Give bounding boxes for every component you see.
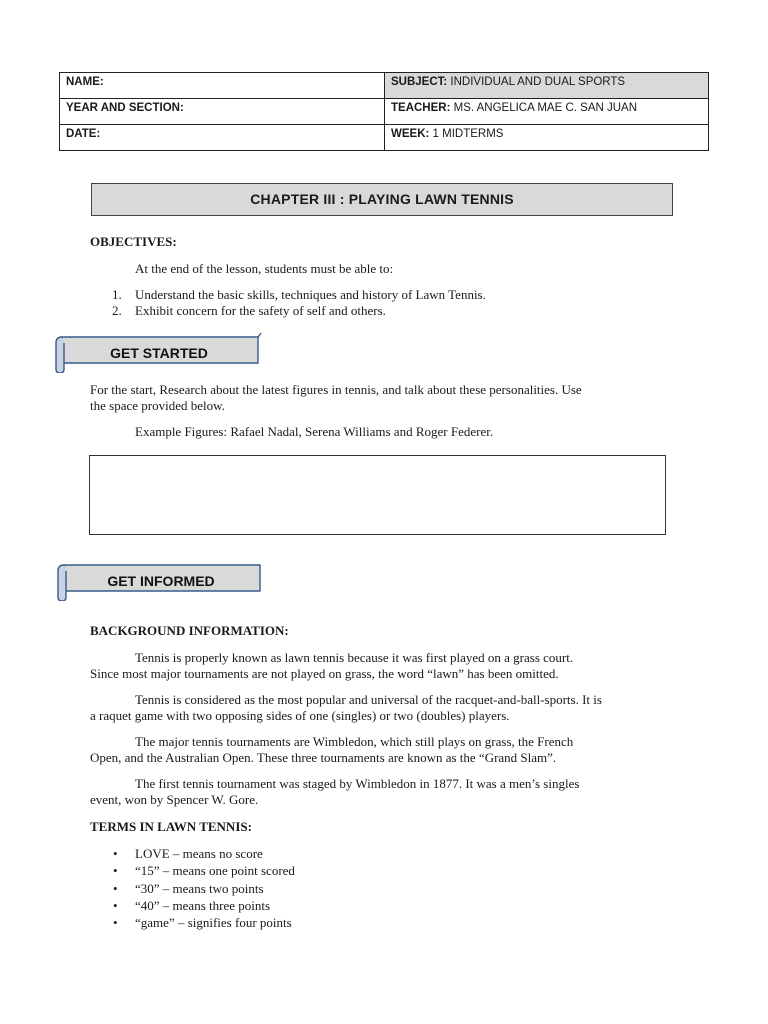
week-label: WEEK:: [391, 128, 430, 140]
name-cell[interactable]: [60, 73, 385, 99]
date-cell[interactable]: [60, 125, 385, 151]
objective-item-2-number: 2.: [112, 303, 122, 318]
teacher-value: MS. ANGELICA MAE C. SAN JUAN: [450, 102, 638, 114]
name-label: NAME:: [66, 76, 104, 88]
date-label: DATE:: [66, 128, 101, 140]
background-paragraph-4: [90, 776, 690, 808]
subject-cell: [385, 73, 709, 99]
answer-box[interactable]: [89, 455, 666, 535]
background-paragraph-1: [90, 650, 690, 682]
subject-label: SUBJECT:: [391, 76, 448, 88]
chapter-title: CHAPTER III : PLAYING LAWN TENNIS: [91, 183, 673, 216]
subject-value: INDIVIDUAL AND DUAL SPORTS: [447, 76, 626, 88]
objective-item-1: Understand the basic skills, techniques and history of Lawn Tennis.: [135, 287, 486, 302]
example-figures: Example Figures: Rafael Nadal, Serena Williams and Roger Federer.: [135, 424, 494, 439]
paragraph-line: Tennis is properly known as lawn tennis because it was first played on a grass court.: [135, 650, 574, 665]
list-item: • “15” – means one point scored: [90, 862, 295, 879]
paragraph-line: Tennis is considered as the most popular and universal of the racquet-and-ball-sports. It is: [135, 692, 602, 707]
objective-item-2: Exhibit concern for the safety of self and others.: [135, 303, 386, 318]
terms-list: [90, 845, 295, 931]
year-section-cell[interactable]: [60, 99, 385, 125]
list-item: • “game” – signifies four points: [90, 914, 295, 931]
get-started-instruction-line2: the space provided below.: [90, 398, 225, 413]
list-item: • “30” – means two points: [90, 880, 295, 897]
get-started-instruction-line1: For the start, Research about the latest figures in tennis, and talk about these personalities. Use: [90, 382, 582, 397]
background-heading: BACKGROUND INFORMATION:: [90, 623, 289, 638]
paragraph-line: a raquet game with two opposing sides of one (singles) or two (doubles) players.: [90, 708, 510, 723]
paragraph-line: The first tennis tournament was staged by Wimbledon in 1877. It was a men’s singles: [135, 776, 580, 791]
objectives-intro: At the end of the lesson, students must be able to:: [135, 261, 394, 276]
week-cell: [385, 125, 709, 151]
get-started-label: GET STARTED: [110, 345, 208, 361]
student-info-table: [59, 72, 709, 151]
teacher-cell: [385, 99, 709, 125]
paragraph-line: event, won by Spencer W. Gore.: [90, 792, 259, 807]
background-paragraph-3: [90, 734, 690, 766]
paragraph-line: The major tennis tournaments are Wimbledon, which still plays on grass, the French: [135, 734, 574, 749]
list-item: • “40” – means three points: [90, 897, 295, 914]
list-item: • LOVE – means no score: [90, 845, 295, 862]
background-paragraph-2: [90, 692, 690, 724]
teacher-label: TEACHER:: [391, 102, 451, 114]
get-informed-banner: [56, 561, 266, 601]
objectives-heading: OBJECTIVES:: [90, 234, 177, 249]
terms-heading: TERMS IN LAWN TENNIS:: [90, 819, 252, 834]
week-value: 1 MIDTERMS: [429, 128, 504, 140]
paragraph-line: Open, and the Australian Open. These three tournaments are known as the “Grand Slam”.: [90, 750, 557, 765]
objective-item-1-number: 1.: [112, 287, 122, 302]
get-informed-label: GET INFORMED: [107, 573, 215, 589]
paragraph-line: Since most major tournaments are not played on grass, the word “lawn” has been omitted.: [90, 666, 559, 681]
year-section-label: YEAR AND SECTION:: [66, 102, 184, 114]
get-started-banner: [54, 333, 264, 373]
